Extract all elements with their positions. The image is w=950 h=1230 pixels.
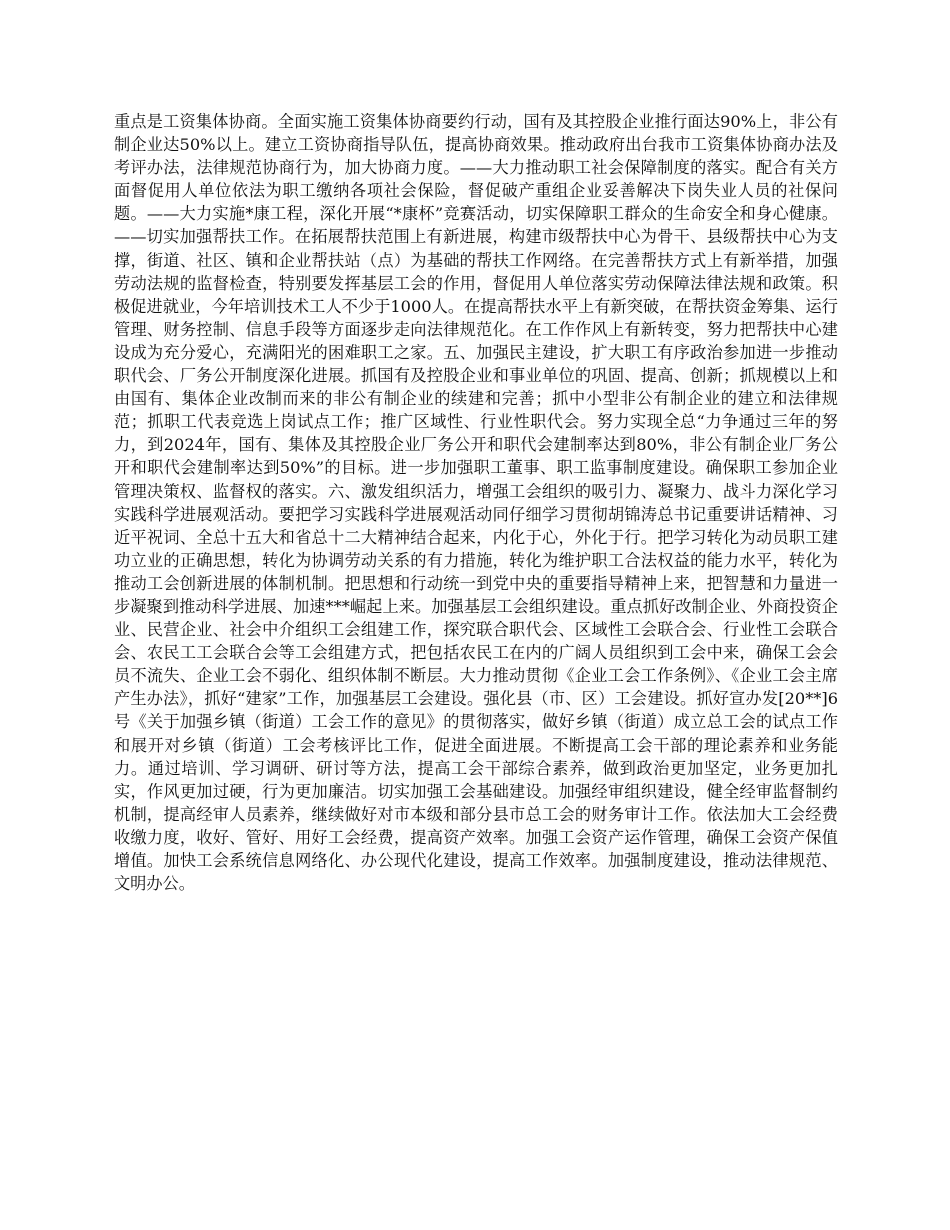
body-paragraph: 重点是工资集体协商。全面实施工资集体协商要约行动，国有及其控股企业推行面达90%上，非公有制企业达50%以上。建立工资协商指导队伍，提高协商效果。推动政府出台我市工资集体协商办法及考评办法，法律规范协商行为，加大协商力度。——大力推动职工社会保障制度的落实。配合有关方面督促用人单位依法为职工缴纳各项社会保险，督促破产重组企业妥善解决下岗失业人员的社保问题。——大力实施*康工程，深化开展“*康杯”竞赛活动，切实保障职工群众的生命安全和身心健康。——切实加强帮扶工作。在拓展帮扶范围上有新进展，构建市级帮扶中心为骨干、县级帮扶中心为支撑，街道、社区、镇和企业帮扶站（点）为基础的帮扶工作网络。在完善帮扶方式上有新举措，加强劳动法规的监督检查，特别要发挥基层工会的作用，督促用人单位落实劳动保障法律法规和政策。积极促进就业，今年培训技术工人不少于1000人。在提高帮扶水平上有新突破，在帮扶资金筹集、运行管理、财务控制、信息手段等方面逐步走向法律规范化。在工作作风上有新转变，努力把帮扶中心建设成为充分爱心，充满阳光的困难职工之家。五、加强民主建设，扩大职工有序政治参加进一步推动职代会、厂务公开制度深化进展。抓国有及控股企业和事业单位的巩固、提高、创新；抓规模以上和由国有、集体企业改制而来的非公有制企业的续建和完善；抓中小型非公有制企业的建立和法律规范；抓职工代表竞选上岗试点工作；推广区域性、行业性职代会。努力实现全总“力争通过三年的努力，到2024年，国有、集体及其控股企业厂务公开和职代会建制率达到80%，非公有制企业厂务公开和职代会建制率达到50%”的目标。进一步加强职工董事、职工监事制度建设。确保职工参加企业管理决策权、监督权的落实。六、激发组织活力，增强工会组织的吸引力、凝聚力、战斗力深化学习实践科学进展观活动。要把学习实践科学进展观活动同仔细学习贯彻胡锦涛总书记重要讲话精神、习近平祝词、全总十五大和省总十二大精神结合起来，内化于心，外化于行。把学习转化为动员职工建功立业的正确思想，转化为协调劳动关系的有力措施，转化为维护职工合法权益的能力水平，转化为推动工会创新进展的体制机制。把思想和行动统一到党中央的重要指导精神上来，把智慧和力量进一步凝聚到推动科学进展、加速***崛起上来。加强基层工会组织建设。重点抓好改制企业、外商投资企业、民营企业、社会中介组织工会组建工作，探究联合职代会、区域性工会联合会、行业性工会联合会、农民工工会联合会等工会组建方式，把包括农民工在内的广阔人员组织到工会中来，确保工会会员不流失、企业工会不弱化、组织体制不断层。大力推动贯彻《企业工会工作条例》、《企业工会主席产生办法》，抓好“建家”工作，加强基层工会建设。强化县（市、区）工会建设。抓好宣办发[20**]6号《关于加强乡镇（街道）工会工作的意见》的贯彻落实，做好乡镇（街道）成立总工会的试点工作和展开对乡镇（街道）工会考核评比工作，促进全面进展。不断提高工会干部的理论素养和业务能力。通过培训、学习调研、研讨等方法，提高工会干部综合素养，做到政治更加坚定，业务更加扎实，作风更加过硬，行为更加廉洁。切实加强工会基础建设。加强经审组织建设，健全经审监督制约机制，提高经审人员素养，继续做好对市本级和部分县市总工会的财务审计工作。依法加大工会经费收缴力度，收好、管好、用好工会经费，提高资产效率。加强工会资产运作管理，确保工会资产保值增值。加快工会系统信息网络化、办公现代化建设，提高工作效率。加强制度建设，推动法律规范、文明办公。 bbox=[114, 112, 838, 894]
